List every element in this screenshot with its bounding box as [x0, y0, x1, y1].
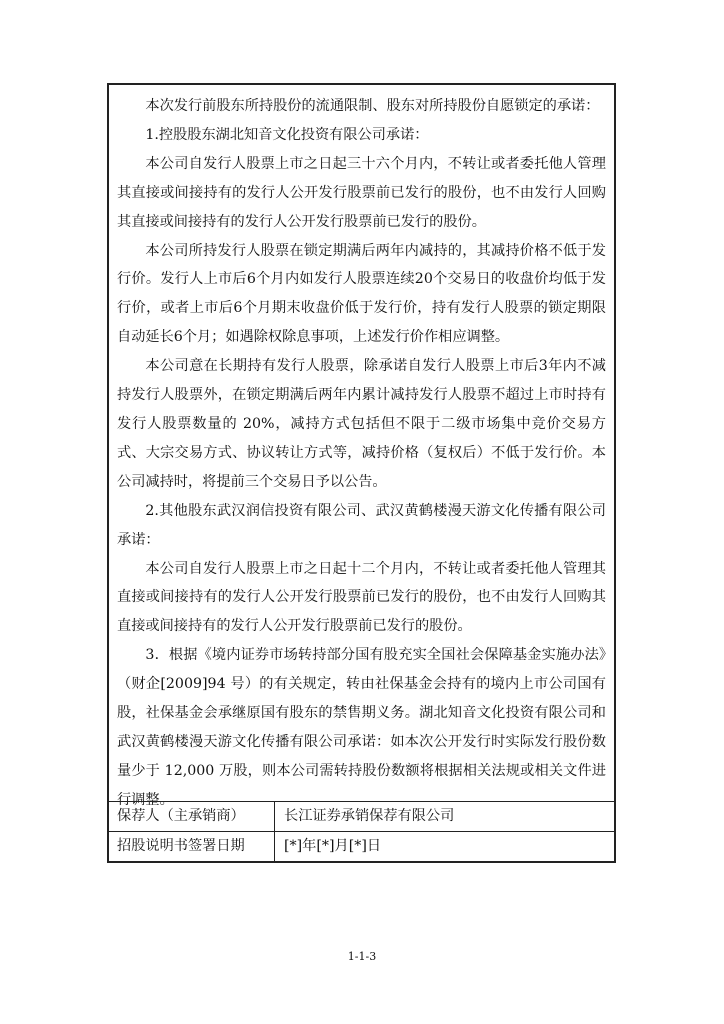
lockup-heading: 本次发行前股东所持股份的流通限制、股东对所持股份自愿锁定的承诺： — [145, 98, 600, 114]
item2-title: 2.其他股东武汉润信投资有限公司、武汉黄鹤楼漫天游文化传播有限公司承诺： — [117, 502, 606, 548]
item3-paragraph: 3．根据《境内证券市场转持部分国有股充实全国社会保障基金实施办法》（财企[2009]94 号）的有关规定，转由社保基金会持有的境内上市公司国有股，社保基金会承继原国有股东的禁售期义务。湖北知音文化投资有限公司和武汉黄鹤楼漫天游文化传播有限公司承诺：如本次公开发行时实际发行股份数量少于 12,000 万股，则本公司需转持股份数额将根据相关法规或相关文件进行调整。 — [117, 647, 606, 808]
item1-paragraph-1: 本公司自发行人股票上市之日起三十六个月内，不转让或者委托他人管理其直接或间接持有的发行人公开发行股票前已发行的股份，也不由发行人回购其直接或间接持有的发行人公开发行股票前已发行的股份。 — [117, 155, 606, 230]
disclosure-table — [107, 83, 616, 863]
lockup-commitment-cell — [109, 85, 614, 808]
item1-paragraph-3: 本公司意在长期持有发行人股票，除承诺自发行人股票上市后3年内不减持发行人股票外，在锁定期满后两年内累计减持发行人股票不超过上市时持有发行人股票数量的 20%，减持方式包括但不限于二级市场集中竞价交易方式、大宗交易方式、协议转让方式等，减持价格（复权后）不低于发行价。本公司减持时，将提前三个交易日予以公告。 — [117, 358, 606, 490]
sponsor-label: 保荐人（主承销商） — [109, 802, 275, 831]
item2-paragraph-1: 本公司自发行人股票上市之日起十二个月内，不转让或者委托他人管理其直接或间接持有的发行人公开发行股票前已发行的股份，也不由发行人回购其直接或间接持有的发行人公开发行股票前已发行的股份。 — [117, 560, 606, 635]
signing-date-row — [109, 831, 614, 861]
sponsor-value: 长江证券承销保荐有限公司 — [284, 808, 455, 824]
item1-title: 1.控股股东湖北知音文化投资有限公司承诺： — [145, 126, 429, 143]
sponsor-row — [109, 801, 614, 831]
signing-date-value: [*]年[*]月[*]日 — [284, 838, 382, 854]
page-number: 1-1-3 — [347, 950, 377, 963]
signing-date-label: 招股说明书签署日期 — [109, 832, 275, 861]
item1-paragraph-2: 本公司所持发行人股票在锁定期满后两年内减持的，其减持价格不低于发行价。发行人上市后6个月内如发行人股票连续20个交易日的收盘价均低于发行价，或者上市后6个月期末收盘价低于发行价，持有发行人股票的锁定期限自动延长6个月；如遇除权除息事项，上述发行价作相应调整。 — [117, 242, 606, 346]
